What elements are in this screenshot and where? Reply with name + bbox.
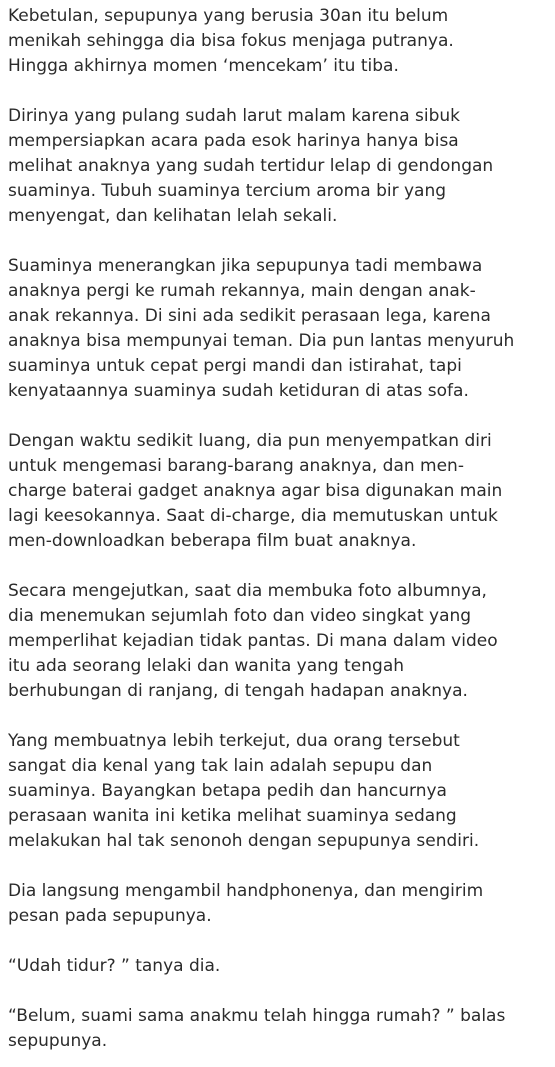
paragraph-9: “Belum, suami sama anakmu telah hingga rumah? ” balas sepupunya. bbox=[8, 1006, 506, 1051]
paragraph-5: Secara mengejutkan, saat dia membuka foto albumnya, dia menemukan sejumlah foto dan video singkat yang memperlihat kejadian tidak pantas. Di mana dalam video itu ada seorang lelaki dan wanita yang tengah berhubungan di ranjang, di tengah hadapan anaknya. bbox=[8, 581, 498, 701]
paragraph-1: Kebetulan, sepupunya yang berusia 30an itu belum menikah sehingga dia bisa fokus menjaga putranya. Hingga akhirnya momen ‘mencekam’ itu tiba. bbox=[8, 6, 454, 76]
paragraph-3: Suaminya menerangkan jika sepupunya tadi membawa anaknya pergi ke rumah rekannya, main dengan anak- anak rekannya. Di sini ada sedikit perasaan lega, karena anaknya bisa mempunyai teman. Dia pun lantas menyuruh suaminya untuk cepat pergi mandi dan istirahat, tapi kenyataannya suaminya sudah ketiduran di atas sofa. bbox=[8, 256, 515, 401]
paragraph-8: “Udah tidur? ” tanya dia. bbox=[8, 956, 221, 976]
paragraph-2: Dirinya yang pulang sudah larut malam karena sibuk mempersiapkan acara pada esok harinya hanya bisa melihat anaknya yang sudah tertidur lelap di gendongan suaminya. Tubuh suaminya tercium aroma bir yang menyengat, dan kelihatan lelah sekali. bbox=[8, 106, 494, 226]
paragraph-6: Yang membuatnya lebih terkejut, dua orang tersebut sangat dia kenal yang tak lain adalah sepupu dan suaminya. Bayangkan betapa pedih dan hancurnya perasaan wanita ini ketika melihat suaminya sedang melakukan hal tak senonoh dengan sepupunya sendiri. bbox=[8, 731, 480, 851]
paragraph-7: Dia langsung mengambil handphonenya, dan mengirim pesan pada sepupunya. bbox=[8, 881, 484, 926]
article-body bbox=[8, 4, 548, 1054]
paragraph-4: Dengan waktu sedikit luang, dia pun menyempatkan diri untuk mengemasi barang-barang anaknya, dan men- charge baterai gadget anaknya agar bisa digunakan main lagi keesokannya. Saat di-charge, dia memutuskan untuk men-downloadkan beberapa film buat anaknya. bbox=[8, 431, 503, 551]
